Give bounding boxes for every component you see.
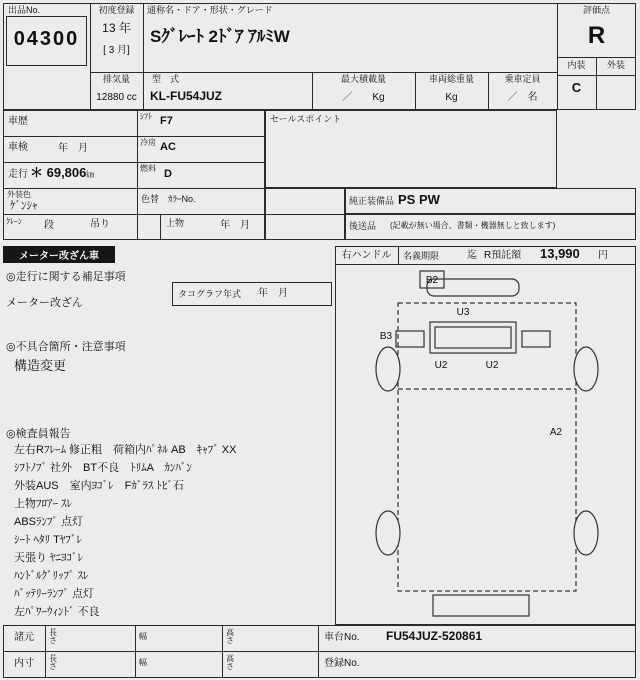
shaken-value: 年 月 (58, 143, 88, 154)
diagram-label-a2: A2 (549, 427, 563, 438)
fuel-value: D (164, 168, 172, 180)
truck-body-outline (398, 303, 576, 591)
exhibit-no-label: 出品No. (8, 5, 41, 15)
exhibit-no-value: 04300 (13, 28, 80, 50)
inner-dims-row-label: 内寸 (14, 658, 34, 669)
defects-title: ◎不具合箇所・注意事項 (6, 341, 126, 353)
equipment-value: PS PW (398, 192, 440, 207)
truck-wheel-rear-left (376, 511, 400, 555)
diagram-label-u2-right: U2 (485, 360, 499, 371)
first-registration-month: [ 3 月] (103, 45, 130, 56)
exterior-label: 外装 (606, 60, 625, 70)
color-change-label: 色替 (141, 194, 160, 204)
shaken-label: 車検 (8, 142, 28, 153)
score-value: R (587, 22, 606, 49)
height-label: 高さ (226, 628, 234, 645)
report-line: 上物ﾌﾛｱｰ ｽﾚ (14, 498, 73, 510)
grid-line (318, 625, 319, 678)
inspector-report-title: ◎検査員報告 (6, 428, 71, 440)
equipment-label: 純正装備品 (349, 196, 395, 206)
displacement-label: 排気量 (102, 74, 130, 84)
max-load-value: ／ Kg (342, 92, 385, 103)
grid-line (3, 136, 265, 137)
defect-item: 構造変更 (14, 358, 67, 373)
diagram-label-b3: B3 (379, 331, 393, 342)
history-label: 車歴 (8, 116, 28, 127)
handle-label: 右ハンドル (341, 250, 392, 261)
length-label: 長さ (49, 628, 57, 645)
uwamono-label: 上物 (166, 218, 185, 228)
sales-point-label: セールスポイント (270, 114, 342, 124)
exterior-color-value: ｹﾞﾝｼｬ (10, 200, 38, 212)
ac-label: 冷房 (140, 138, 156, 147)
diagram-label-b2: B2 (425, 275, 439, 286)
truck-windshield (435, 327, 511, 348)
mileage-value (30, 166, 94, 181)
truck-wheel-front-left (376, 347, 400, 391)
color-no-label: ｶﾗｰNo. (168, 194, 196, 204)
fuel-label: 燃料 (140, 164, 156, 173)
truck-wheel-front-right (574, 347, 598, 391)
mileage-label: 走行 (8, 169, 28, 180)
deposit-label: R預託額 (484, 250, 522, 261)
shift-value: F7 (160, 115, 173, 127)
kousouhin-label: 後送品 (349, 221, 377, 231)
registration-no-label: 登録No. (324, 658, 360, 669)
report-line: 外装AUS 室内ﾖｺﾞﾚ Fｶﾞﾗｽ ﾄﾋﾞ石 (14, 480, 184, 492)
meter-tampered-badge: メーター改ざん車 (3, 246, 115, 263)
grid-line (3, 651, 636, 652)
kousouhin-note: (記載が無い場合、書類・機器無しと致します) (390, 221, 556, 230)
report-line: ﾊﾞｯﾃﾘｰﾗﾝﾌﾟ 点灯 (14, 588, 95, 600)
report-line: ﾊﾝﾄﾞﾙｸﾞﾘｯﾌﾟ ｽﾚ (14, 570, 89, 582)
crane-dan-label: 段 (44, 220, 54, 231)
score-label: 評価点 (582, 5, 610, 15)
length-label: 長さ (49, 654, 57, 671)
report-line: 左ﾊﾟﾜｰｳｨﾝﾄﾞ 不良 (14, 606, 100, 618)
gross-weight-value: Kg (445, 92, 458, 103)
grid-line (222, 625, 223, 678)
report-line: ｼｰﾄ ﾍﾀﾘ Tﾔﾌﾞﾚ (14, 534, 82, 546)
height-label: 高さ (226, 654, 234, 671)
report-line: ｼﾌﾄﾉﾌﾞ 社外 BT不良 ﾄﾘﾑA ｶﾝﾊﾞﾝ (14, 462, 192, 474)
capacity-value: ／ 名 (507, 92, 538, 103)
report-line: 左右Rﾌﾚｰﾑ 修正粗 荷箱内ﾊﾟﾈﾙ AB ｷｬﾌﾞ XX (14, 444, 237, 456)
grid-line (398, 246, 399, 264)
gross-weight-label: 車両総重量 (428, 74, 474, 84)
grid-line (3, 188, 265, 189)
grid-line (3, 214, 345, 215)
chassis-no-label: 車台No. (324, 632, 360, 643)
grid-line (3, 162, 265, 163)
mileage-unit: ㎞ (86, 170, 95, 179)
truck-rear-bumper (433, 595, 529, 616)
tachograph-label: タコグラフ年式 (178, 289, 242, 299)
ac-value: AC (160, 141, 176, 153)
until-label: 迄 (467, 250, 477, 261)
specs-row-label: 諸元 (14, 632, 34, 643)
vehicle-name-label: 通称名・ドア・形状・グレード (147, 5, 273, 15)
grid-line (160, 214, 161, 240)
mileage-tampered-note: メーター改ざん (6, 297, 83, 309)
vehicle-diagram (336, 265, 635, 623)
capacity-label: 乗車定員 (504, 74, 541, 84)
truck-left-mirror (396, 331, 424, 347)
report-line: 天張り ﾔﾆﾖｺﾞﾚ (14, 552, 84, 564)
model-label: 型 式 (152, 74, 180, 84)
diagram-label-u2-left: U2 (434, 360, 448, 371)
exterior-color-label: 外装色 (7, 190, 31, 199)
tachograph-value: 年 月 (258, 288, 288, 299)
grid-line (45, 625, 46, 678)
displacement-value: 12880 cc (96, 92, 137, 103)
model-value: KL-FU54JUZ (150, 89, 223, 103)
crane-label: ｸﾚｰﾝ (6, 217, 22, 226)
truck-wheel-rear-right (574, 511, 598, 555)
mileage-number: ＊ 69,806 (30, 165, 87, 180)
chassis-no-value: FU54JUZ-520861 (386, 629, 483, 643)
width-label: 幅 (139, 658, 147, 667)
uwamono-value: 年 月 (220, 220, 250, 231)
grid-line (135, 625, 136, 678)
vehicle-name-value: Sｸﾞﾚｰﾄ 2ﾄﾞｱ ｱﾙﾐW (150, 27, 290, 46)
crane-tsuri-label: 吊り (90, 219, 110, 230)
max-load-label: 最大積載量 (340, 74, 386, 84)
shift-label: ｼﾌﾄ (140, 112, 152, 121)
interior-label: 内装 (567, 60, 586, 70)
grid-line (90, 72, 557, 73)
deposit-value: 13,990 (540, 246, 580, 261)
mileage-notes-title: ◎走行に関する補足事項 (6, 271, 126, 283)
diagram-label-u3: U3 (456, 307, 470, 318)
name-limit-label: 名義期限 (403, 251, 440, 261)
deposit-unit: 円 (598, 250, 608, 261)
grid-line (137, 110, 138, 240)
width-label: 幅 (139, 632, 147, 641)
report-line: ABSﾗﾝﾌﾟ 点灯 (14, 516, 84, 528)
interior-score: C (571, 80, 582, 95)
first-registration-year: 13 年 (102, 21, 131, 35)
first-registration-label: 初度登録 (98, 5, 135, 15)
truck-right-mirror (522, 331, 550, 347)
